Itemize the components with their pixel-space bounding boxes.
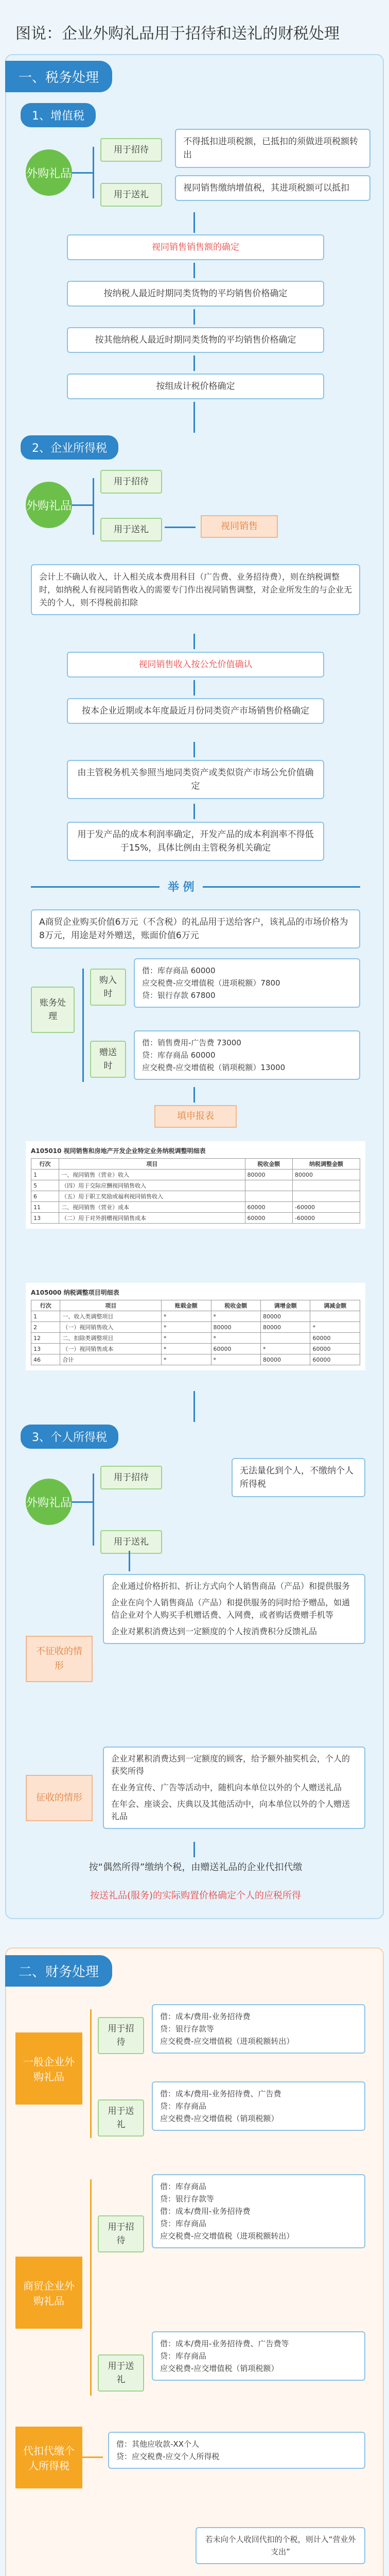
table-row: 6 （五）用于职工奖励或福利视同销售收入 bbox=[31, 1191, 360, 1202]
fin-b-entertain-entries bbox=[152, 2174, 365, 2248]
fin-b-gift-entries bbox=[152, 2331, 365, 2381]
pit-use-entertain: 用于招待 bbox=[100, 1466, 162, 1489]
connector bbox=[93, 478, 94, 535]
pit-final-1: 按“偶然所得”缴纳个税，由赠送礼品的企业代扣代缴 bbox=[89, 1862, 303, 1873]
table-row: 46 合计 * * 80000 60000 bbox=[31, 1354, 360, 1365]
entry-line: 贷：库存商品 60000 bbox=[142, 1050, 216, 1060]
example-buy-entries bbox=[134, 958, 360, 1008]
connector bbox=[193, 1842, 195, 1857]
table-header: 税收金额 bbox=[245, 1159, 293, 1170]
vat-step-3: 按其他纳税人最近时期同类货物的平均销售价格确定 bbox=[67, 327, 324, 353]
pit-subheader: 3、个人所得税 bbox=[21, 1425, 118, 1449]
example-text: A商贸企业购买价值6万元（不含税）的礼品用于送给客户，该礼品的市场价格为8万元，用途是对外赠送，账面价值6万元 bbox=[31, 909, 360, 948]
example-give-entries bbox=[134, 1030, 360, 1080]
connector bbox=[193, 742, 195, 757]
gift-circle: 外购礼品 bbox=[26, 149, 72, 196]
connector bbox=[93, 147, 94, 198]
table-header: 税收金额 bbox=[211, 1300, 260, 1311]
vat-use-entertain: 用于招待 bbox=[100, 138, 162, 162]
vat-entertain-note: 不得抵扣进项税额，已抵扣的须做进项税额转出 bbox=[175, 129, 370, 168]
connector bbox=[129, 1551, 130, 1571]
table-header: 项目 bbox=[59, 1159, 245, 1170]
cit-note: 会计上不确认收入，计入相关成本费用科目（广告费、业务招待费），则在纳税调整时，如纳税人有视同销售收入的需要专门作出视同销售调整，对企业所发生的与企业无关的个人，则不得税前扣除 bbox=[31, 564, 360, 615]
connector bbox=[82, 969, 84, 1082]
entry-line: 借：成本/费用-业务招待费 bbox=[160, 2012, 251, 2021]
connector bbox=[193, 263, 195, 278]
cit-deemed-sale: 视同销售 bbox=[201, 515, 278, 538]
entry-line: 贷：库存商品 bbox=[160, 2219, 207, 2228]
entry-line: 应交税费-应交增值税（销项税额） bbox=[160, 2364, 279, 2373]
table-header: 行次 bbox=[31, 1300, 60, 1311]
table-row: 1 一、收入类调整项目 * * 80000 bbox=[31, 1311, 360, 1322]
entry-line: 借：成本/费用-业务招待费、广告费等 bbox=[160, 2339, 289, 2348]
table-2 bbox=[31, 1300, 360, 1365]
connector bbox=[193, 402, 195, 433]
entry-line: 借：库存商品 bbox=[160, 2182, 207, 2191]
cit-use-entertain: 用于招待 bbox=[100, 470, 162, 494]
vat-subheader: 1、增值税 bbox=[21, 103, 96, 127]
entry-line: 借：库存商品 60000 bbox=[142, 966, 216, 975]
table-header: 项目 bbox=[60, 1300, 162, 1311]
table-2-title: A105000 纳税调整项目明细表 bbox=[31, 1289, 119, 1296]
fin-b-entertain-label: 用于招待 bbox=[98, 2215, 144, 2252]
gift-circle: 外购礼品 bbox=[26, 1479, 72, 1525]
finance-withholding-label: 代扣代缴个人所得税 bbox=[15, 2427, 82, 2488]
table-1-title: A105010 视同销售和房地产开发企业特定业务纳税调整明细表 bbox=[31, 1147, 206, 1155]
entry-line: 借：成本/费用-业务招待费、广告费 bbox=[160, 2089, 281, 2098]
table-1 bbox=[31, 1158, 360, 1224]
table-header: 调减金额 bbox=[310, 1300, 360, 1311]
connector bbox=[82, 2456, 103, 2458]
finance-general-label: 一般企业外购礼品 bbox=[15, 2032, 82, 2105]
pit-tax-list bbox=[103, 1747, 365, 1829]
entry-line: 贷：银行存款 67800 bbox=[142, 991, 216, 1000]
section-finance-header: 二、财务处理 bbox=[5, 1955, 112, 1987]
fin-a-gift-entries bbox=[152, 2081, 365, 2131]
connector bbox=[165, 527, 196, 528]
table-row: 11 二、视同销售（营业）成本 60000 -60000 bbox=[31, 1202, 360, 1213]
pit-use-gift: 用于送礼 bbox=[100, 1530, 162, 1554]
vat-step-4: 按组成计税价格确定 bbox=[67, 374, 324, 399]
connector bbox=[193, 634, 195, 649]
finance-trade-label: 商贸企业外购礼品 bbox=[15, 2257, 82, 2329]
table-row: 1 一、视同销售（营业）收入 80000 80000 bbox=[31, 1170, 360, 1180]
example-label: 举 例 bbox=[160, 878, 203, 894]
example-give-label: 赠送时 bbox=[90, 1041, 126, 1078]
report-table-1 bbox=[26, 1141, 365, 1229]
connector bbox=[193, 212, 195, 233]
example-buy-label: 购入时 bbox=[90, 969, 126, 1006]
fin-c-note: 若未向个人收回代扣的个税，则计入“营业外支出” bbox=[196, 2527, 365, 2564]
connector bbox=[193, 355, 195, 371]
cit-use-gift: 用于送礼 bbox=[100, 518, 162, 541]
pit-final-2: 按送礼品(服务)的实际购置价格确定个人的应税所得 bbox=[90, 1890, 302, 1901]
list-item: 企业对累积消费达到一定额度的顾客，给予额外抽奖机会，个人的获奖所得 bbox=[111, 1754, 350, 1776]
pit-no-tax-list bbox=[103, 1574, 365, 1644]
entry-line: 应交税费-应交增值税（进项税额转出） bbox=[160, 2231, 294, 2241]
section-tax-header: 一、税务处理 bbox=[5, 61, 112, 92]
fin-c-entries bbox=[108, 2432, 365, 2469]
connector bbox=[193, 680, 195, 696]
vat-step-1: 视同销售销售额的确定 bbox=[67, 234, 324, 260]
cit-subheader: 2、企业所得税 bbox=[21, 435, 118, 460]
connector bbox=[90, 2009, 92, 2138]
cit-step-4: 用于发产品的成本利润率确定，开发产品的成本利润率不得低于15%，具体比例由主管税务机关确定 bbox=[67, 822, 324, 861]
entry-line: 应交税费-应交增值税（进项税额转出） bbox=[160, 2037, 294, 2046]
example-report-label: 填申报表 bbox=[154, 1105, 237, 1128]
entry-line: 贷：应交税费-应交个人所得税 bbox=[116, 2452, 220, 2461]
connector bbox=[72, 1501, 93, 1503]
cit-step-1: 视同销售收入按公允价值确认 bbox=[67, 652, 324, 677]
cit-step-2: 按本企业近期或本年度最近月份同类资产市场销售价格确定 bbox=[67, 698, 324, 724]
pit-tax-label: 征收的情形 bbox=[26, 1775, 93, 1821]
pit-entertain-note: 无法量化到个人，不缴纳个人所得税 bbox=[232, 1458, 365, 1497]
connector bbox=[72, 172, 93, 174]
table-header: 调增金额 bbox=[261, 1300, 310, 1311]
table-row: 13 （一）视同销售成本 * 60000 * 60000 bbox=[31, 1344, 360, 1354]
table-header: 账载金额 bbox=[162, 1300, 211, 1311]
list-item: 在业务宣传、广告等活动中，随机向本单位以外的个人赠送礼品 bbox=[111, 1783, 342, 1792]
entry-line: 借：销售费用-广告费 73000 bbox=[142, 1038, 241, 1047]
table-header: 纳税调整金额 bbox=[293, 1159, 360, 1170]
vat-gift-note: 视同销售缴纳增值税，其进项税额可以抵扣 bbox=[175, 175, 370, 201]
entry-line: 应交税费-应交增值税（进项税额）7800 bbox=[142, 978, 280, 988]
table-header: 行次 bbox=[31, 1159, 59, 1170]
entry-line: 应交税费-应交增值税（销项税额）13000 bbox=[142, 1063, 286, 1072]
fin-b-gift-label: 用于送礼 bbox=[98, 2354, 144, 2392]
pit-no-tax-label: 不征收的情形 bbox=[26, 1636, 93, 1682]
fin-a-entertain-entries bbox=[152, 2004, 365, 2054]
fin-a-entertain-label: 用于招待 bbox=[98, 2017, 144, 2054]
report-table-2 bbox=[26, 1283, 365, 1370]
connector bbox=[72, 504, 93, 506]
list-item: 在年会、座谈会、庆典以及其他活动中，向本单位以外的个人赠送礼品 bbox=[111, 1799, 350, 1821]
list-item: 企业在向个人销售商品（产品）和提供服务的同时给予赠品，如通信企业对个人购买手机赠话费、入网费，或者购话费赠手机等 bbox=[111, 1598, 350, 1620]
connector bbox=[93, 1473, 94, 1546]
connector bbox=[193, 1087, 195, 1103]
fin-a-gift-label: 用于送礼 bbox=[98, 2099, 144, 2137]
connector bbox=[90, 2179, 92, 2396]
page-title: 图说：企业外购礼品用于招待和送礼的财税处理 bbox=[15, 25, 340, 43]
table-row: 12 二、扣除类调整项目 * * 60000 bbox=[31, 1333, 360, 1344]
entry-line: 贷：银行存款等 bbox=[160, 2024, 215, 2033]
list-item: 企业对累积消费达到一定额度的个人按消费积分反馈礼品 bbox=[111, 1626, 317, 1636]
entry-line: 借：其他应收款-XX个人 bbox=[116, 2439, 199, 2449]
entry-line: 贷：银行存款等 bbox=[160, 2194, 215, 2204]
connector bbox=[193, 804, 195, 819]
vat-use-gift: 用于送礼 bbox=[100, 183, 162, 207]
list-item: 企业通过价格折扣、折让方式向个人销售商品（产品）和提供服务 bbox=[111, 1581, 350, 1591]
table-row: 5 （四）用于交际应酬视同销售收入 bbox=[31, 1180, 360, 1191]
connector bbox=[193, 309, 195, 325]
entry-line: 贷：库存商品 bbox=[160, 2351, 207, 2361]
connector bbox=[193, 1391, 195, 1422]
entry-line: 借：成本/费用-业务招待费 bbox=[160, 2207, 251, 2216]
cit-step-3: 由主管税务机关参照当地同类资产或类似资产市场公允价值确定 bbox=[67, 760, 324, 799]
entry-line: 贷：库存商品 bbox=[160, 2102, 207, 2111]
example-accounting-label: 账务处理 bbox=[31, 987, 75, 1033]
table-row: 2 （一）视同销售收入 * 80000 80000 * bbox=[31, 1322, 360, 1333]
table-row: 13 （二）用于对外捐赠视同销售成本 60000 -60000 bbox=[31, 1213, 360, 1224]
vat-step-2: 按纳税人最近时期同类货物的平均销售价格确定 bbox=[67, 281, 324, 307]
entry-line: 应交税费-应交增值税（销项税额） bbox=[160, 2114, 279, 2123]
gift-circle: 外购礼品 bbox=[26, 482, 72, 528]
